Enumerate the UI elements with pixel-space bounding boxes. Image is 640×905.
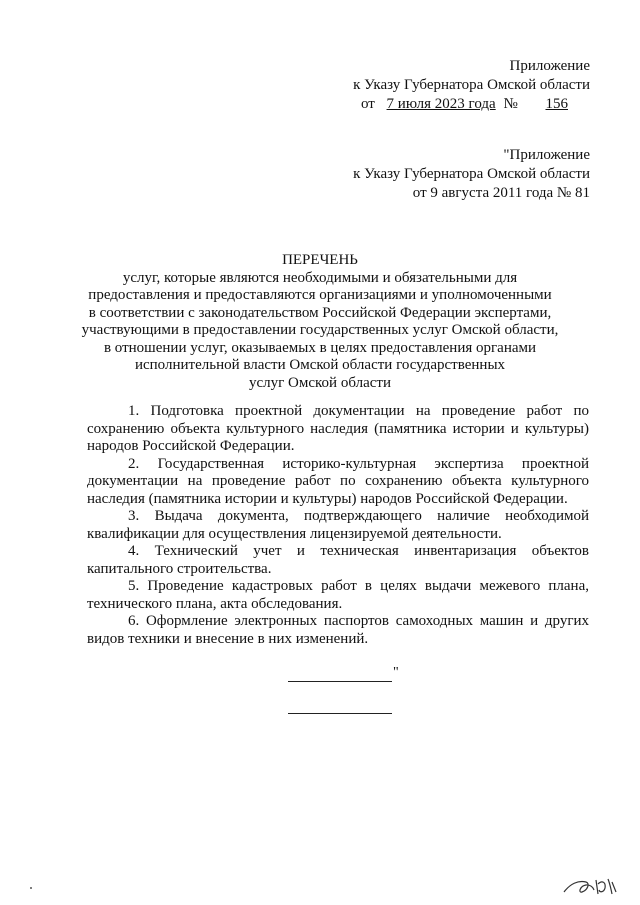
list-item: 6. Оформление электронных паспортов самоходных машин и других видов техники и внесение в них изменений. [87, 613, 589, 647]
old-decree-date-number: от 9 августа 2011 года № 81 [412, 185, 590, 201]
end-divider [288, 713, 392, 714]
from-label: от [360, 96, 375, 112]
list-item: 2. Государственная историко-культурная экспертиза проектной документации на проведение работ по сохранению объекта культурного наследия (памятника истории и культуры) народов Российской Федерации. [87, 455, 589, 507]
title-heading: ПЕРЕЧЕНЬ [282, 252, 358, 268]
appendix-header-old [353, 146, 590, 203]
old-decree-reference: к Указу Губернатора Омской области [353, 166, 590, 182]
list-item: 5. Проведение кадастровых работ в целях выдачи межевого плана, технического плана, акта обследования. [87, 578, 589, 612]
decree-reference: к Указу Губернатора Омской области [353, 77, 590, 93]
list-item: 3. Выдача документа, подтверждающего наличие необходимой квалификации для осуществления лицензируемой деятельности. [87, 508, 589, 542]
services-list [87, 403, 589, 648]
list-title [80, 252, 560, 392]
decree-date-number-line [353, 95, 590, 114]
title-line: предоставления и предоставляются организациями и уполномоченными [88, 287, 552, 303]
title-line: услуг, которые являются необходимыми и обязательными для [122, 269, 518, 286]
closing-divider [288, 681, 392, 682]
title-line: услуг Омской области [249, 374, 391, 391]
appendix-header-new [353, 57, 590, 114]
decree-number: 156 [545, 96, 568, 112]
old-appendix-label: "Приложение [503, 147, 590, 163]
scan-speck [30, 887, 32, 889]
title-line: участвующими в предоставлении государственных услуг Омской области, [81, 322, 559, 338]
appendix-label: Приложение [509, 58, 590, 74]
title-line: исполнительной власти Омской области государственных [134, 357, 506, 373]
list-item: 1. Подготовка проектной документации на проведение работ по сохранению объекта культурного наследия (памятника истории и культуры) народов Российской Федерации. [87, 403, 589, 454]
decree-date: 7 июля 2023 года [386, 96, 496, 112]
closing-quote: " [393, 665, 399, 680]
number-label: № [503, 96, 518, 112]
title-line: в соответствии с законодательством Российской Федерации экспертами, [88, 304, 552, 321]
handwritten-initials-icon [560, 870, 620, 900]
title-line: в отношении услуг, оказываемых в целях предоставления органами [103, 339, 537, 356]
list-item: 4. Технический учет и техническая инвентаризация объектов капитального строительства. [87, 543, 589, 577]
